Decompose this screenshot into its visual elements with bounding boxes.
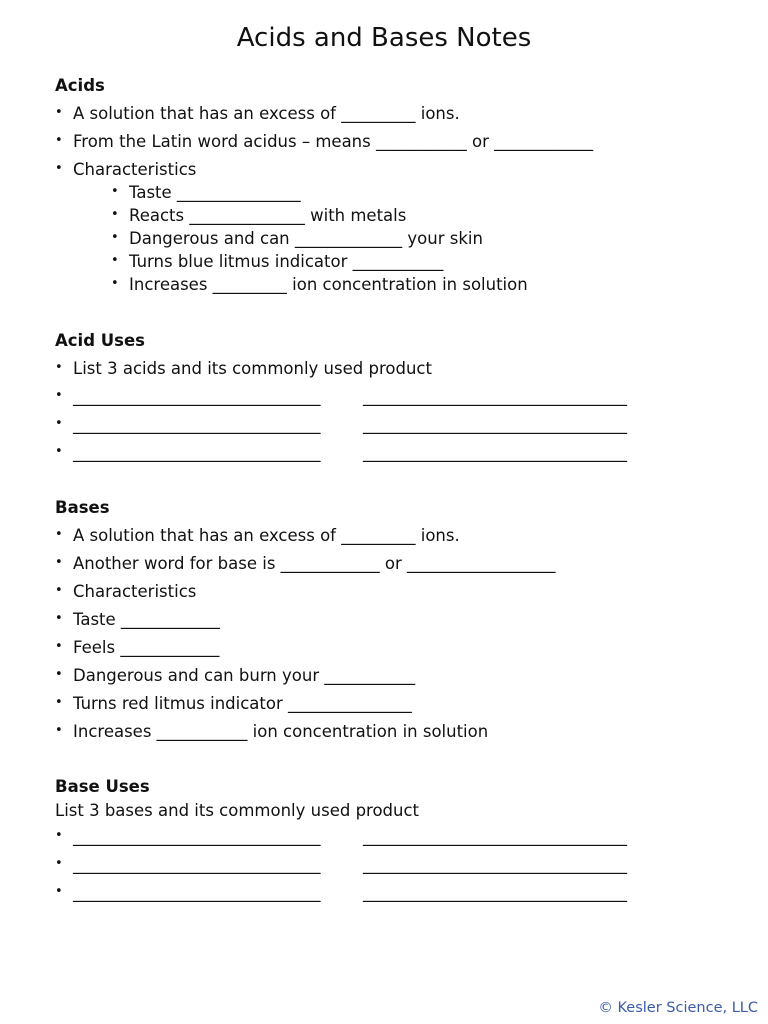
bases-item-dangerous: • Dangerous and can burn your ___________ — [55, 666, 745, 686]
acids-char-litmus: • Turns blue litmus indicator ___________ — [111, 252, 745, 272]
acids-section — [55, 76, 745, 295]
bases-list — [55, 526, 745, 742]
acids-item-definition: • A solution that has an excess of _________ ions. — [55, 104, 745, 124]
base-uses-blank-product: ________________________________ — [363, 855, 627, 874]
acid-uses-row — [55, 443, 745, 463]
bases-item-feels: • Feels ____________ — [55, 638, 745, 658]
base-uses-heading: Base Uses — [55, 777, 150, 796]
acids-item-characteristics — [55, 160, 745, 295]
base-uses-blank-base: • ______________________________ — [73, 827, 321, 846]
bases-item-characteristics: • Characteristics — [55, 582, 745, 602]
page-title: Acids and Bases Notes — [236, 23, 532, 53]
acids-heading: Acids — [55, 76, 105, 95]
acid-uses-blank-acid: • ______________________________ — [73, 443, 321, 462]
acids-char-reacts: • Reacts ______________ with metals — [111, 206, 745, 226]
acid-uses-blank-product: ________________________________ — [363, 415, 627, 434]
base-uses-blank-product: ________________________________ — [363, 883, 627, 902]
base-uses-blank-base: • ______________________________ — [73, 883, 321, 902]
acid-uses-row — [55, 387, 745, 407]
base-uses-row — [55, 855, 745, 875]
acids-char-dangerous: • Dangerous and can _____________ your skin — [111, 229, 745, 249]
acid-uses-heading: Acid Uses — [55, 331, 145, 350]
acid-uses-list — [55, 359, 745, 463]
bases-heading: Bases — [55, 498, 110, 517]
acids-char-taste: • Taste _______________ — [111, 183, 745, 203]
acid-uses-blank-product: ________________________________ — [363, 387, 627, 406]
copyright-notice: © Kesler Science, LLC — [598, 1000, 758, 1016]
bases-item-taste: • Taste ____________ — [55, 610, 745, 630]
acid-uses-row — [55, 415, 745, 435]
bases-item-increases: • Increases ___________ ion concentration in solution — [55, 722, 745, 742]
base-uses-list — [55, 827, 745, 903]
base-uses-blank-base: • ______________________________ — [73, 855, 321, 874]
base-uses-prompt: List 3 bases and its commonly used product — [55, 801, 420, 820]
bases-item-definition: • A solution that has an excess of _________ ions. — [55, 526, 745, 546]
base-uses-row — [55, 827, 745, 847]
bases-item-litmus: • Turns red litmus indicator _______________ — [55, 694, 745, 714]
acids-characteristics-label: Characteristics — [73, 160, 197, 179]
base-uses-row — [55, 883, 745, 903]
acids-characteristics-list — [111, 183, 745, 295]
acids-char-increases: • Increases _________ ion concentration in solution — [111, 275, 745, 295]
acid-uses-section — [55, 331, 745, 463]
acids-list — [55, 104, 745, 295]
acid-uses-blank-product: ________________________________ — [363, 443, 627, 462]
base-uses-section — [55, 777, 745, 903]
bases-section — [55, 498, 745, 742]
base-uses-blank-product: ________________________________ — [363, 827, 627, 846]
acids-item-latin: • From the Latin word acidus – means ___________ or ____________ — [55, 132, 745, 152]
acid-uses-blank-acid: • ______________________________ — [73, 415, 321, 434]
acid-uses-prompt: • List 3 acids and its commonly used product — [55, 359, 745, 379]
bases-item-another-word: • Another word for base is ____________ or __________________ — [55, 554, 745, 574]
acid-uses-blank-acid: • ______________________________ — [73, 387, 321, 406]
